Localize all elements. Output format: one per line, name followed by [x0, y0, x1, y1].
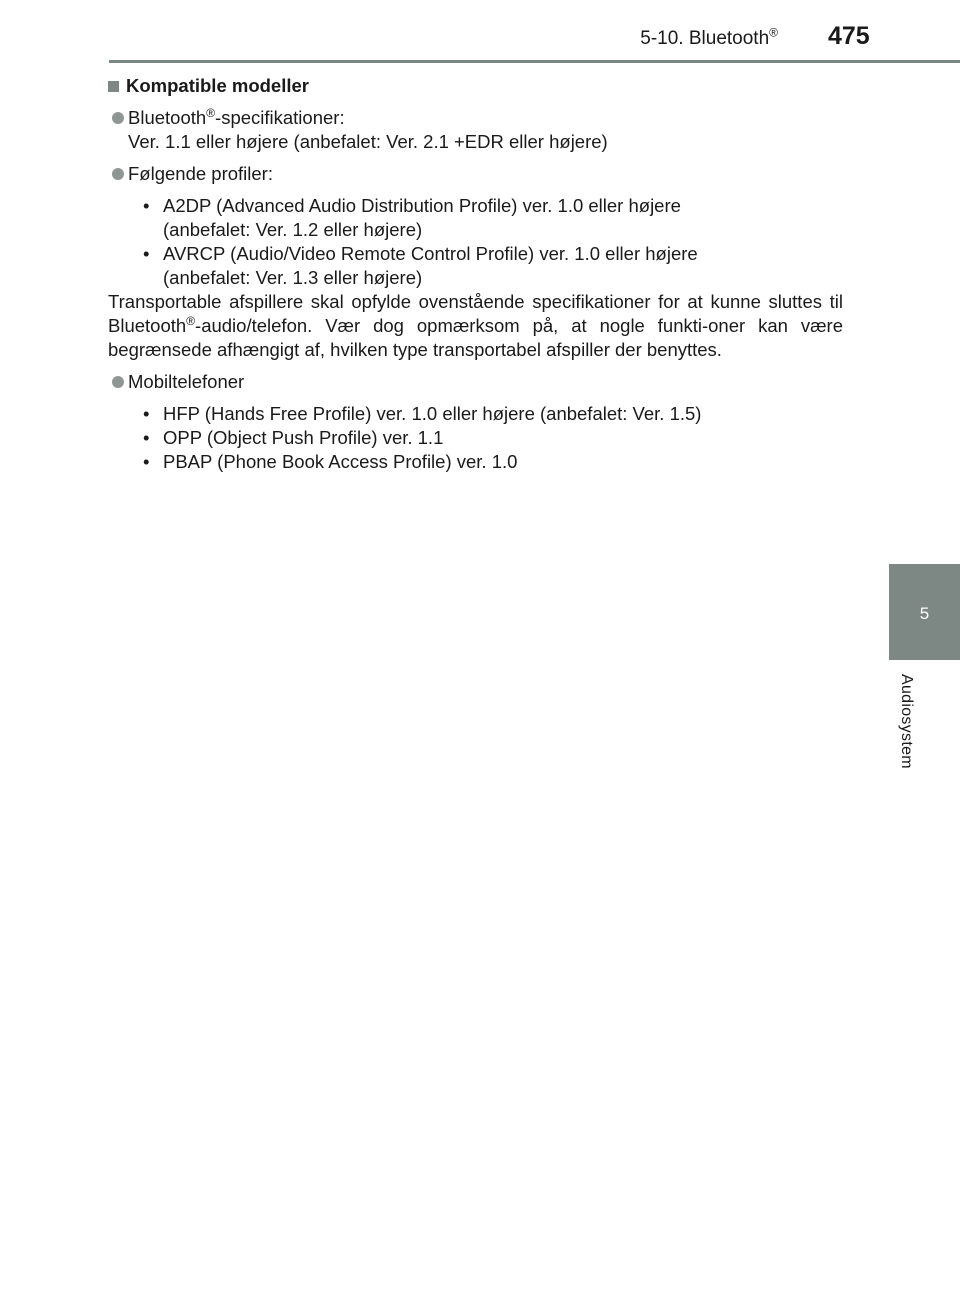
list-item-bluetooth-spec: Bluetooth®-specifikationer: Ver. 1.1 eller højere (anbefalet: Ver. 2.1 +EDR eller højere)	[108, 106, 843, 154]
list-item: • AVRCP (Audio/Video Remote Control Profile) ver. 1.0 eller højere (anbefalet: Ver. 1.3 eller højere)	[143, 243, 698, 288]
list-item: • PBAP (Phone Book Access Profile) ver. 1.0	[143, 451, 518, 472]
list-item: • OPP (Object Push Profile) ver. 1.1	[143, 427, 444, 448]
circle-bullet-icon	[112, 376, 124, 388]
section-title: 5-10. Bluetooth®	[640, 25, 778, 49]
chapter-number: 5	[919, 604, 930, 623]
list-item: • HFP (Hands Free Profile) ver. 1.0 eller højere (anbefalet: Ver. 1.5)	[143, 403, 702, 424]
section-heading: Kompatible modeller	[108, 74, 843, 98]
phones-list	[108, 402, 843, 474]
square-bullet-icon	[108, 81, 119, 92]
circle-bullet-icon	[112, 112, 124, 124]
list-item-phones: Mobiltelefoner	[108, 370, 843, 394]
page-header	[0, 0, 960, 64]
note-paragraph: Transportable afspillere skal opfylde ovenstående specifikationer for at kunne sluttes til Bluetooth®-audio/telefon. Vær dog opmærksom på, at nogle funkti-oner kan være begrænsede afhængigt af, hvilken type transportabel afspiller der benyttes.	[108, 291, 843, 360]
chapter-tab	[889, 564, 960, 660]
page-number: 475	[828, 22, 870, 50]
header-rule	[109, 60, 960, 63]
list-item-profiles: Følgende profiler:	[108, 162, 843, 186]
circle-bullet-icon	[112, 168, 124, 180]
profiles-list	[108, 194, 843, 362]
list-item: • A2DP (Advanced Audio Distribution Profile) ver. 1.0 eller højere (anbefalet: Ver. 1.2 eller højere)	[143, 195, 681, 240]
page-content	[108, 74, 843, 474]
chapter-label: Audiosystem	[898, 674, 915, 769]
